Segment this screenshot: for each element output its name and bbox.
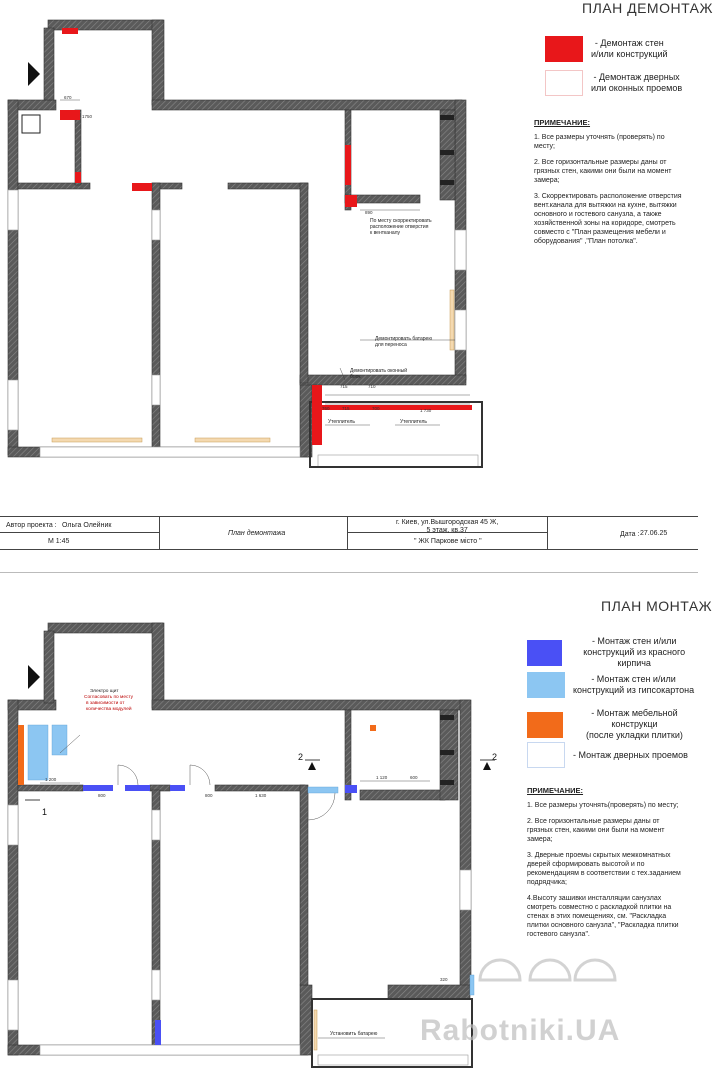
sheet1-insulation-2: Утеплитель bbox=[400, 419, 427, 425]
section-marker-1: 1 bbox=[42, 807, 48, 817]
sheet1-dim-1750: 1750 bbox=[82, 114, 93, 119]
legend-swatch-white bbox=[527, 742, 565, 768]
legend-label: - Монтаж мебельной конструкци (после укладки плитки) bbox=[585, 708, 683, 740]
legend-swatch-orange bbox=[527, 712, 563, 738]
sheet1-note-2: 2. Все горизонтальные размеры даны от грязных стен, какими они были на момент замера; bbox=[534, 159, 672, 184]
tb-date: 27.06.25 bbox=[640, 530, 668, 537]
sheet2-notes bbox=[527, 786, 687, 946]
entrance-marker bbox=[28, 62, 40, 86]
tb-scale: М 1:45 bbox=[48, 538, 70, 545]
sheet2-legend-furniture bbox=[527, 708, 698, 741]
section-marker-2-right: 2 bbox=[492, 752, 498, 762]
sheet1-dim-715b: 715 bbox=[342, 406, 350, 411]
sheet2-note-4: 4.Высоту зашивки инсталляции санузлах смотреть совместно с раскладкой плитки на стенах в этих помещениях, см. "Раскладка плитки основного санузла", "Раскладка плитки гостевого санузла". bbox=[527, 895, 679, 938]
sheet1-dim-700: 700 bbox=[372, 406, 380, 411]
legend-swatch-lightblue bbox=[527, 672, 565, 698]
sheet1-annot-battery: Демонтировать батарею для переноса bbox=[375, 336, 433, 348]
sheet1-insulation-1: Утеплитель bbox=[328, 419, 355, 425]
sheet2-dim-1200: 1 200 bbox=[45, 777, 57, 782]
legend-swatch-blue bbox=[527, 640, 562, 666]
sheet2-annot-battery: Установить батарею bbox=[330, 1031, 378, 1037]
sheet1-floor-plan bbox=[0, 0, 500, 500]
sheet1-dim-710: 710 bbox=[368, 384, 376, 389]
sheet1-dim-760: 760 bbox=[322, 406, 330, 411]
legend-label: - Монтаж стен и/или конструкций из красного кирпича bbox=[583, 636, 686, 668]
watermark-helmets-logo bbox=[470, 935, 630, 995]
legend-swatch-red bbox=[545, 36, 583, 62]
sheet1-dim-890: 890 bbox=[365, 210, 373, 215]
tb-author: Ольга Олейник bbox=[62, 522, 112, 529]
sheet1-title: ПЛАН ДЕМОНТАЖ bbox=[582, 0, 713, 16]
sheet2-dim-800a: 800 bbox=[98, 793, 106, 798]
sheet2-legend-brick bbox=[527, 636, 698, 669]
sheet1-dim-715: 715 bbox=[340, 384, 348, 389]
tb-sheet-name: План демонтажа bbox=[228, 530, 286, 537]
sheet1-notes-title: ПРИМЕЧАНИЕ: bbox=[534, 118, 591, 127]
sheet-separator bbox=[0, 572, 698, 573]
sheet1-dim-1730: 1 730 bbox=[420, 408, 432, 413]
tb-date-label: Дата : bbox=[620, 531, 640, 538]
title-block bbox=[0, 516, 698, 550]
tb-address: г. Киев, ул.Вышгородская 45 Ж, 5 этаж, кв.37 bbox=[396, 519, 499, 534]
sheet2-legend-doors bbox=[527, 742, 688, 768]
legend-label: - Монтаж стен и/или конструкций из гипсокартона bbox=[573, 674, 695, 695]
sheet1-annot-window: Демонтировать оконный блок bbox=[350, 368, 408, 380]
sheet2-dim-1120: 1 120 bbox=[376, 775, 388, 780]
tb-complex: " ЖК Паркове місто " bbox=[414, 538, 482, 545]
sheet2-title: ПЛАН МОНТАЖ bbox=[601, 598, 713, 614]
legend-label: - Демонтаж дверных или оконных проемов bbox=[591, 72, 683, 93]
section-marker-2-left: 2 bbox=[298, 752, 304, 762]
sheet2-note-1: 1. Все размеры уточнять(проверять) по месту; bbox=[527, 802, 679, 809]
sheet1-notes bbox=[534, 118, 684, 253]
sheet1-legend-demolition-walls bbox=[545, 36, 668, 62]
sheet2-annot-panel: Электро щит Согласовать по месту в зависимости от количества модулей bbox=[84, 689, 134, 712]
entrance-marker bbox=[28, 665, 40, 689]
sheet1-legend-demolition-openings bbox=[545, 70, 682, 96]
sheet2-dim-600: 600 bbox=[410, 775, 418, 780]
sheet2-floor-plan bbox=[0, 615, 520, 1080]
sheet2-legend-gypsum bbox=[527, 672, 694, 698]
sheet2-dim-1630: 1 630 bbox=[255, 793, 267, 798]
tb-author-label: Автор проекта : bbox=[6, 522, 57, 529]
legend-swatch-white bbox=[545, 70, 583, 96]
watermark-text: Rabotniki.UA bbox=[420, 1014, 621, 1047]
legend-label: - Монтаж дверных проемов bbox=[573, 749, 688, 760]
sheet1-dim-670: 670 bbox=[64, 95, 72, 100]
sheet2-dim-800b: 800 bbox=[205, 793, 213, 798]
sheet1-note-1: 1. Все размеры уточнять (проверять) по месту; bbox=[534, 134, 665, 150]
legend-label: - Демонтаж стен и/или конструкций bbox=[591, 38, 668, 59]
sheet1-annot-vent: По месту скорректировать расположение отверстия к вентканалу bbox=[370, 218, 432, 236]
sheet2-note-3: 3. Дверные проемы скрытых межкомнатных дверей сформировать высотой и по рекомендациям в соответствии с тех.заданием подрядчика; bbox=[527, 852, 681, 886]
sheet2-notes-title: ПРИМЕЧАНИЕ: bbox=[527, 786, 584, 795]
sheet2-note-2: 2. Все горизонтальные размеры даны от грязных стен, какими они были на момент замера; bbox=[527, 818, 665, 843]
sheet1-note-3: 3. Скорректировать расположение отверстия вент.канала для вытяжки на кухне, вытяжки основного и гостевого санузла, а также хозяйственной зоны на коридоре, смотреть совместо с "План размещения мебели и оборудования" ,"План потолка". bbox=[534, 193, 682, 245]
sheet2-dim-320: 320 bbox=[440, 977, 448, 982]
